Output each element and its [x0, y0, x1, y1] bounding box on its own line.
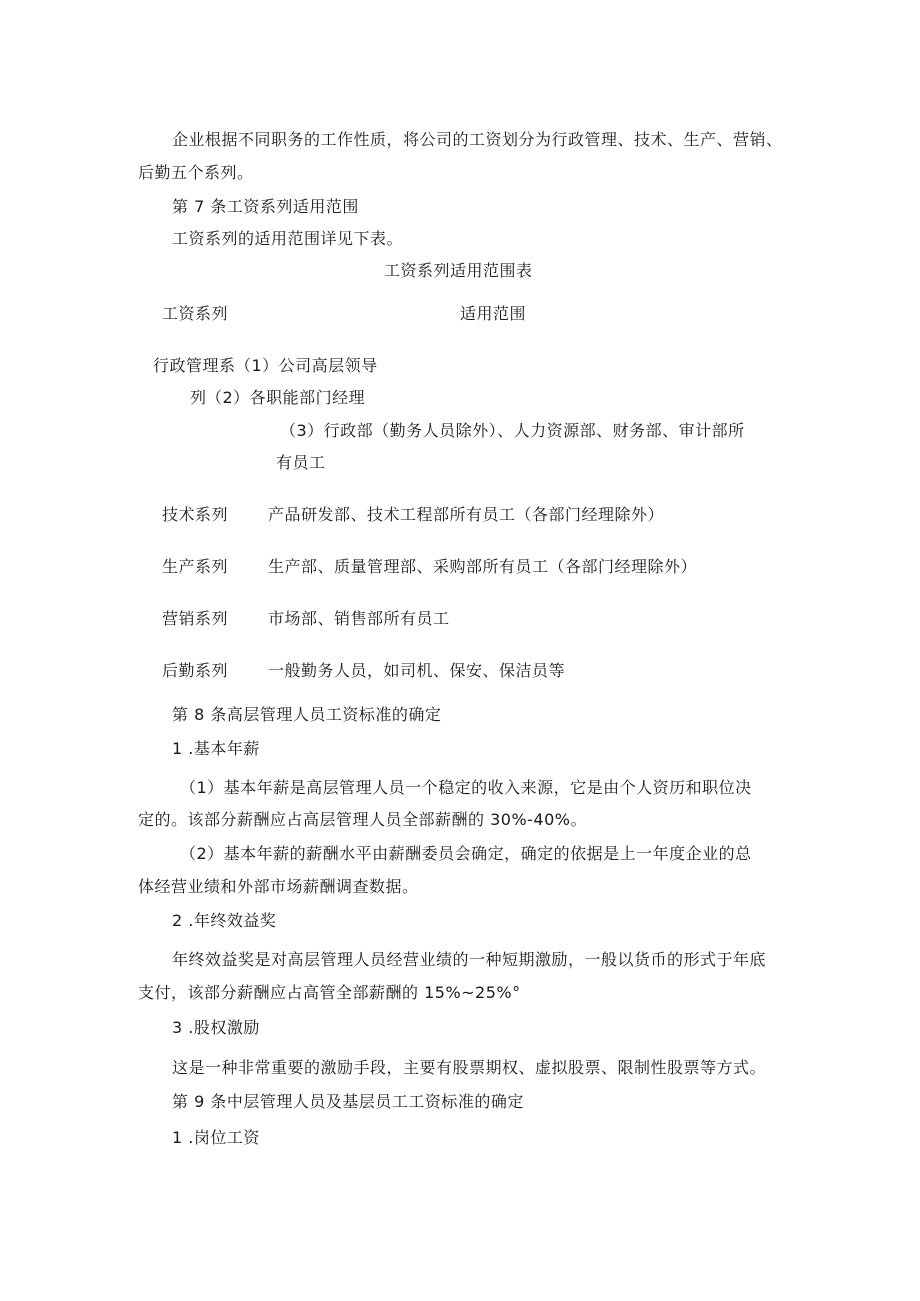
article-8-item-1-para1-line2: 定的。该部分薪酬应占高层管理人员全部薪酬的 30%-40%。 [138, 810, 587, 829]
row-scope-production: 生产部、质量管理部、采购部所有员工（各部门经理除外） [268, 557, 698, 576]
row-scope-marketing: 市场部、销售部所有员工 [268, 609, 450, 628]
article-8-item-2-line1: 年终效益奖是对高层管理人员经营业绩的一种短期激励，一般以货币的形式于年底 [172, 950, 767, 969]
article-7-description: 工资系列的适用范围详见下表。 [172, 229, 404, 248]
admin-scope-2: （2）各职能部门经理 [206, 388, 366, 407]
row-series-production: 生产系列 [162, 557, 229, 576]
admin-scope-1: （1）公司高层领导 [235, 356, 378, 375]
article-9-heading: 第 9 条中层管理人员及基层员工工资标准的确定 [172, 1092, 524, 1111]
admin-series-label-part1: 行政管理系 [153, 356, 236, 375]
article-8-item-3-line1: 这是一种非常重要的激励手段，主要有股票期权、虚拟股票、限制性股票等方式。 [172, 1058, 767, 1077]
table-header-series: 工资系列 [162, 304, 229, 323]
row-series-logistics: 后勤系列 [162, 661, 229, 680]
article-8-heading: 第 8 条高层管理人员工资标准的确定 [172, 705, 442, 724]
row-series-tech: 技术系列 [162, 505, 229, 524]
article-8-item-1-para1-line1: （1）基本年薪是高层管理人员一个稳定的收入来源，它是由个人资历和职位决 [180, 778, 752, 797]
article-8-item-3-title: 3 .股权激励 [172, 1018, 260, 1037]
article-8-item-1-title: 1 .基本年薪 [172, 739, 260, 758]
admin-series-label-part2: 列 [190, 388, 207, 407]
table-title: 工资系列适用范围表 [384, 261, 533, 280]
article-8-item-1-para2-line2: 体经营业绩和外部市场薪酬调查数据。 [138, 877, 419, 896]
row-scope-tech: 产品研发部、技术工程部所有员工（各部门经理除外） [268, 505, 665, 524]
row-scope-logistics: 一般勤务人员，如司机、保安、保洁员等 [268, 661, 566, 680]
article-8-item-2-title: 2 .年终效益奖 [172, 911, 277, 930]
intro-paragraph-line2: 后勤五个系列。 [138, 163, 254, 182]
article-8-item-1-para2-line1: （2）基本年薪的薪酬水平由薪酬委员会确定，确定的依据是上一年度企业的总 [180, 844, 752, 863]
row-series-marketing: 营销系列 [162, 609, 229, 628]
article-8-item-2-line2: 支付，该部分薪酬应占高管全部薪酬的 15%~25%° [138, 983, 521, 1002]
table-header-scope: 适用范围 [460, 304, 527, 323]
article-9-item-1-title: 1 .岗位工资 [172, 1128, 260, 1147]
admin-scope-3-line2: 有员工 [276, 453, 326, 472]
article-7-heading: 第 7 条工资系列适用范围 [172, 197, 359, 216]
admin-scope-3-line1: （3）行政部（勤务人员除外）、人力资源部、财务部、审计部所 [280, 421, 745, 440]
intro-paragraph-line1: 企业根据不同职务的工作性质，将公司的工资划分为行政管理、技术、生产、营销、 [172, 130, 783, 149]
